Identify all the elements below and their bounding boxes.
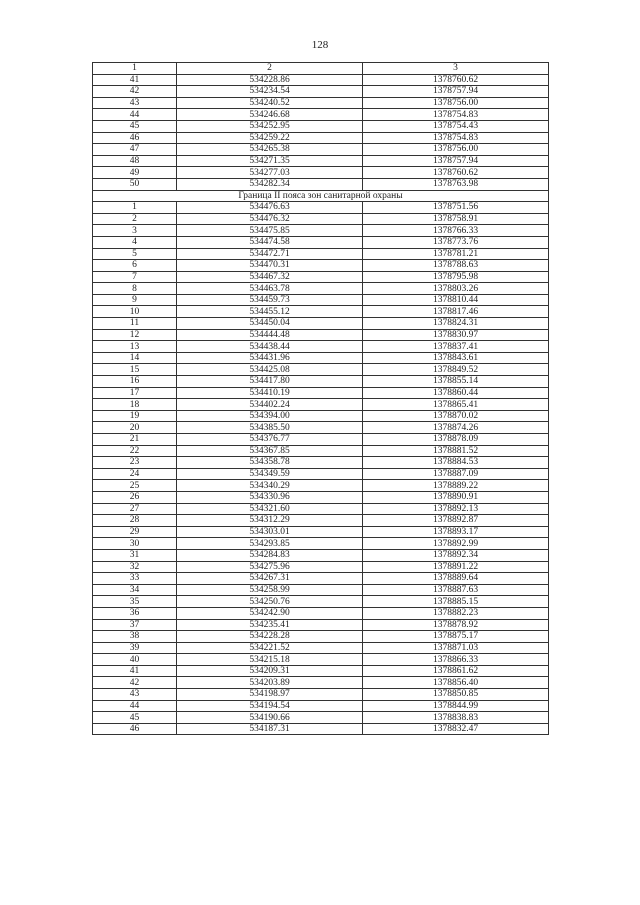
point-number-cell: 37 xyxy=(93,619,177,631)
x-coordinate-cell: 534234.54 xyxy=(177,86,363,98)
y-coordinate-cell: 1378832.47 xyxy=(363,723,549,735)
x-coordinate-cell: 534235.41 xyxy=(177,619,363,631)
coordinates-table-body xyxy=(93,63,549,735)
point-number-cell: 31 xyxy=(93,549,177,561)
x-coordinate-cell: 534258.99 xyxy=(177,584,363,596)
x-coordinate-cell: 534259.22 xyxy=(177,132,363,144)
y-coordinate-cell: 1378795.98 xyxy=(363,271,549,283)
y-coordinate-cell: 1378861.62 xyxy=(363,665,549,677)
x-coordinate-cell: 534444.48 xyxy=(177,329,363,341)
point-number-cell: 46 xyxy=(93,723,177,735)
x-coordinate-cell: 534340.29 xyxy=(177,480,363,492)
point-number-cell: 5 xyxy=(93,248,177,260)
x-coordinate-cell: 534187.31 xyxy=(177,723,363,735)
point-number-cell: 9 xyxy=(93,294,177,306)
point-number-cell: 35 xyxy=(93,596,177,608)
y-coordinate-cell: 1378773.76 xyxy=(363,236,549,248)
y-coordinate-cell: 1378891.22 xyxy=(363,561,549,573)
x-coordinate-cell: 534198.97 xyxy=(177,689,363,701)
point-number-cell: 32 xyxy=(93,561,177,573)
x-coordinate-cell: 534394.00 xyxy=(177,410,363,422)
x-coordinate-cell: 534271.35 xyxy=(177,155,363,167)
point-number-cell: 36 xyxy=(93,607,177,619)
x-coordinate-cell: 534228.28 xyxy=(177,631,363,643)
column-header: 1 xyxy=(93,63,177,75)
y-coordinate-cell: 1378756.00 xyxy=(363,144,549,156)
x-coordinate-cell: 534425.08 xyxy=(177,364,363,376)
point-number-cell: 49 xyxy=(93,167,177,179)
table-row xyxy=(93,329,549,341)
x-coordinate-cell: 534470.31 xyxy=(177,260,363,272)
x-coordinate-cell: 534190.66 xyxy=(177,712,363,724)
x-coordinate-cell: 534228.86 xyxy=(177,74,363,86)
table-row xyxy=(93,132,549,144)
table-row xyxy=(93,283,549,295)
point-number-cell: 29 xyxy=(93,526,177,538)
table-row xyxy=(93,434,549,446)
x-coordinate-cell: 534463.78 xyxy=(177,283,363,295)
point-number-cell: 44 xyxy=(93,700,177,712)
table-row xyxy=(93,584,549,596)
x-coordinate-cell: 534358.78 xyxy=(177,457,363,469)
y-coordinate-cell: 1378850.85 xyxy=(363,689,549,701)
y-coordinate-cell: 1378760.62 xyxy=(363,74,549,86)
table-row xyxy=(93,689,549,701)
table-row xyxy=(93,526,549,538)
table-header-row xyxy=(93,63,549,75)
point-number-cell: 16 xyxy=(93,376,177,388)
point-number-cell: 42 xyxy=(93,86,177,98)
x-coordinate-cell: 534459.73 xyxy=(177,294,363,306)
y-coordinate-cell: 1378887.63 xyxy=(363,584,549,596)
x-coordinate-cell: 534312.29 xyxy=(177,515,363,527)
table-row xyxy=(93,607,549,619)
x-coordinate-cell: 534250.76 xyxy=(177,596,363,608)
table-row xyxy=(93,144,549,156)
x-coordinate-cell: 534267.31 xyxy=(177,573,363,585)
x-coordinate-cell: 534417.80 xyxy=(177,376,363,388)
y-coordinate-cell: 1378754.43 xyxy=(363,120,549,132)
page-number: 128 xyxy=(311,39,329,51)
point-number-cell: 4 xyxy=(93,236,177,248)
x-coordinate-cell: 534402.24 xyxy=(177,399,363,411)
point-number-cell: 8 xyxy=(93,283,177,295)
table-row xyxy=(93,538,549,550)
x-coordinate-cell: 534450.04 xyxy=(177,318,363,330)
y-coordinate-cell: 1378781.21 xyxy=(363,248,549,260)
x-coordinate-cell: 534252.95 xyxy=(177,120,363,132)
point-number-cell: 44 xyxy=(93,109,177,121)
table-row xyxy=(93,178,549,190)
point-number-cell: 12 xyxy=(93,329,177,341)
point-number-cell: 7 xyxy=(93,271,177,283)
point-number-cell: 40 xyxy=(93,654,177,666)
point-number-cell: 1 xyxy=(93,202,177,214)
y-coordinate-cell: 1378887.09 xyxy=(363,468,549,480)
y-coordinate-cell: 1378754.83 xyxy=(363,132,549,144)
x-coordinate-cell: 534203.89 xyxy=(177,677,363,689)
table-row xyxy=(93,120,549,132)
x-coordinate-cell: 534242.90 xyxy=(177,607,363,619)
y-coordinate-cell: 1378838.83 xyxy=(363,712,549,724)
y-coordinate-cell: 1378756.00 xyxy=(363,97,549,109)
table-row xyxy=(93,561,549,573)
column-header: 3 xyxy=(363,63,549,75)
x-coordinate-cell: 534221.52 xyxy=(177,642,363,654)
table-row xyxy=(93,596,549,608)
point-number-cell: 18 xyxy=(93,399,177,411)
table-row xyxy=(93,248,549,260)
table-row xyxy=(93,654,549,666)
point-number-cell: 19 xyxy=(93,410,177,422)
x-coordinate-cell: 534438.44 xyxy=(177,341,363,353)
y-coordinate-cell: 1378844.99 xyxy=(363,700,549,712)
x-coordinate-cell: 534265.38 xyxy=(177,144,363,156)
x-coordinate-cell: 534385.50 xyxy=(177,422,363,434)
table-row xyxy=(93,665,549,677)
x-coordinate-cell: 534246.68 xyxy=(177,109,363,121)
table-row xyxy=(93,642,549,654)
x-coordinate-cell: 534476.32 xyxy=(177,213,363,225)
table-row xyxy=(93,619,549,631)
y-coordinate-cell: 1378878.92 xyxy=(363,619,549,631)
table-row xyxy=(93,480,549,492)
x-coordinate-cell: 534282.34 xyxy=(177,178,363,190)
table-row xyxy=(93,109,549,121)
x-coordinate-cell: 534475.85 xyxy=(177,225,363,237)
x-coordinate-cell: 534349.59 xyxy=(177,468,363,480)
table-row xyxy=(93,677,549,689)
x-coordinate-cell: 534215.18 xyxy=(177,654,363,666)
y-coordinate-cell: 1378843.61 xyxy=(363,352,549,364)
table-row xyxy=(93,86,549,98)
y-coordinate-cell: 1378849.52 xyxy=(363,364,549,376)
y-coordinate-cell: 1378875.17 xyxy=(363,631,549,643)
y-coordinate-cell: 1378866.33 xyxy=(363,654,549,666)
table-row xyxy=(93,410,549,422)
table-row xyxy=(93,549,549,561)
y-coordinate-cell: 1378751.56 xyxy=(363,202,549,214)
y-coordinate-cell: 1378871.03 xyxy=(363,642,549,654)
point-number-cell: 13 xyxy=(93,341,177,353)
y-coordinate-cell: 1378824.31 xyxy=(363,318,549,330)
x-coordinate-cell: 534209.31 xyxy=(177,665,363,677)
point-number-cell: 20 xyxy=(93,422,177,434)
x-coordinate-cell: 534367.85 xyxy=(177,445,363,457)
table-row xyxy=(93,491,549,503)
table-row xyxy=(93,445,549,457)
section-title: Граница II пояса зон санитарной охраны xyxy=(93,190,549,202)
table-row xyxy=(93,387,549,399)
table-row xyxy=(93,631,549,643)
x-coordinate-cell: 534321.60 xyxy=(177,503,363,515)
y-coordinate-cell: 1378884.53 xyxy=(363,457,549,469)
y-coordinate-cell: 1378874.26 xyxy=(363,422,549,434)
y-coordinate-cell: 1378763.98 xyxy=(363,178,549,190)
x-coordinate-cell: 534467.32 xyxy=(177,271,363,283)
point-number-cell: 6 xyxy=(93,260,177,272)
table-row xyxy=(93,700,549,712)
point-number-cell: 24 xyxy=(93,468,177,480)
coordinates-table xyxy=(92,62,549,735)
point-number-cell: 42 xyxy=(93,677,177,689)
point-number-cell: 14 xyxy=(93,352,177,364)
column-header: 2 xyxy=(177,63,363,75)
table-row xyxy=(93,202,549,214)
x-coordinate-cell: 534275.96 xyxy=(177,561,363,573)
y-coordinate-cell: 1378837.41 xyxy=(363,341,549,353)
table-row xyxy=(93,364,549,376)
y-coordinate-cell: 1378865.41 xyxy=(363,399,549,411)
table-row xyxy=(93,260,549,272)
table-row xyxy=(93,503,549,515)
point-number-cell: 41 xyxy=(93,665,177,677)
point-number-cell: 23 xyxy=(93,457,177,469)
point-number-cell: 45 xyxy=(93,120,177,132)
y-coordinate-cell: 1378758.91 xyxy=(363,213,549,225)
point-number-cell: 11 xyxy=(93,318,177,330)
y-coordinate-cell: 1378760.62 xyxy=(363,167,549,179)
point-number-cell: 10 xyxy=(93,306,177,318)
y-coordinate-cell: 1378757.94 xyxy=(363,86,549,98)
point-number-cell: 15 xyxy=(93,364,177,376)
point-number-cell: 48 xyxy=(93,155,177,167)
table-row xyxy=(93,712,549,724)
y-coordinate-cell: 1378882.23 xyxy=(363,607,549,619)
table-row xyxy=(93,167,549,179)
y-coordinate-cell: 1378856.40 xyxy=(363,677,549,689)
x-coordinate-cell: 534194.54 xyxy=(177,700,363,712)
table-row xyxy=(93,399,549,411)
point-number-cell: 33 xyxy=(93,573,177,585)
table-row xyxy=(93,306,549,318)
point-number-cell: 27 xyxy=(93,503,177,515)
x-coordinate-cell: 534240.52 xyxy=(177,97,363,109)
table-row xyxy=(93,318,549,330)
point-number-cell: 21 xyxy=(93,434,177,446)
point-number-cell: 34 xyxy=(93,584,177,596)
table-row xyxy=(93,155,549,167)
table-row xyxy=(93,74,549,86)
x-coordinate-cell: 534330.96 xyxy=(177,491,363,503)
point-number-cell: 41 xyxy=(93,74,177,86)
table-row xyxy=(93,213,549,225)
point-number-cell: 39 xyxy=(93,642,177,654)
y-coordinate-cell: 1378889.64 xyxy=(363,573,549,585)
y-coordinate-cell: 1378885.15 xyxy=(363,596,549,608)
x-coordinate-cell: 534472.71 xyxy=(177,248,363,260)
point-number-cell: 17 xyxy=(93,387,177,399)
x-coordinate-cell: 534410.19 xyxy=(177,387,363,399)
y-coordinate-cell: 1378830.97 xyxy=(363,329,549,341)
y-coordinate-cell: 1378881.52 xyxy=(363,445,549,457)
point-number-cell: 25 xyxy=(93,480,177,492)
x-coordinate-cell: 534431.96 xyxy=(177,352,363,364)
y-coordinate-cell: 1378803.26 xyxy=(363,283,549,295)
table-row xyxy=(93,225,549,237)
y-coordinate-cell: 1378892.34 xyxy=(363,549,549,561)
x-coordinate-cell: 534284.83 xyxy=(177,549,363,561)
section-title-row xyxy=(93,190,549,202)
point-number-cell: 45 xyxy=(93,712,177,724)
y-coordinate-cell: 1378817.46 xyxy=(363,306,549,318)
table-row xyxy=(93,271,549,283)
table-row xyxy=(93,723,549,735)
point-number-cell: 28 xyxy=(93,515,177,527)
y-coordinate-cell: 1378855.14 xyxy=(363,376,549,388)
x-coordinate-cell: 534455.12 xyxy=(177,306,363,318)
point-number-cell: 22 xyxy=(93,445,177,457)
table-row xyxy=(93,236,549,248)
x-coordinate-cell: 534303.01 xyxy=(177,526,363,538)
table-row xyxy=(93,97,549,109)
y-coordinate-cell: 1378893.17 xyxy=(363,526,549,538)
y-coordinate-cell: 1378892.87 xyxy=(363,515,549,527)
x-coordinate-cell: 534376.77 xyxy=(177,434,363,446)
y-coordinate-cell: 1378860.44 xyxy=(363,387,549,399)
y-coordinate-cell: 1378766.33 xyxy=(363,225,549,237)
y-coordinate-cell: 1378870.02 xyxy=(363,410,549,422)
table-row xyxy=(93,468,549,480)
point-number-cell: 38 xyxy=(93,631,177,643)
point-number-cell: 2 xyxy=(93,213,177,225)
x-coordinate-cell: 534476.63 xyxy=(177,202,363,214)
x-coordinate-cell: 534293.85 xyxy=(177,538,363,550)
table-row xyxy=(93,457,549,469)
table-row xyxy=(93,341,549,353)
x-coordinate-cell: 534277.03 xyxy=(177,167,363,179)
table-row xyxy=(93,573,549,585)
x-coordinate-cell: 534474.58 xyxy=(177,236,363,248)
y-coordinate-cell: 1378890.91 xyxy=(363,491,549,503)
point-number-cell: 26 xyxy=(93,491,177,503)
table-row xyxy=(93,294,549,306)
table-row xyxy=(93,422,549,434)
y-coordinate-cell: 1378878.09 xyxy=(363,434,549,446)
point-number-cell: 46 xyxy=(93,132,177,144)
y-coordinate-cell: 1378810.44 xyxy=(363,294,549,306)
table-row xyxy=(93,352,549,364)
y-coordinate-cell: 1378892.99 xyxy=(363,538,549,550)
y-coordinate-cell: 1378788.63 xyxy=(363,260,549,272)
table-row xyxy=(93,376,549,388)
point-number-cell: 43 xyxy=(93,689,177,701)
point-number-cell: 43 xyxy=(93,97,177,109)
y-coordinate-cell: 1378754.83 xyxy=(363,109,549,121)
point-number-cell: 30 xyxy=(93,538,177,550)
point-number-cell: 47 xyxy=(93,144,177,156)
y-coordinate-cell: 1378892.13 xyxy=(363,503,549,515)
table-row xyxy=(93,515,549,527)
point-number-cell: 50 xyxy=(93,178,177,190)
y-coordinate-cell: 1378757.94 xyxy=(363,155,549,167)
point-number-cell: 3 xyxy=(93,225,177,237)
y-coordinate-cell: 1378889.22 xyxy=(363,480,549,492)
